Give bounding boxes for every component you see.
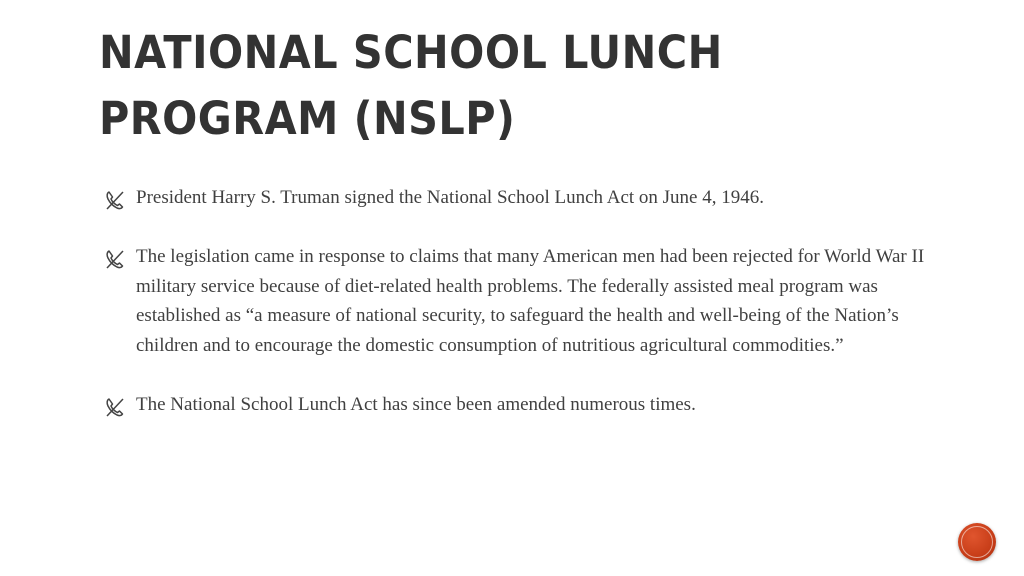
bullet-list (104, 183, 934, 419)
nav-button-ring (961, 526, 993, 558)
bullet-item (104, 183, 934, 213)
next-slide-button[interactable] (958, 523, 996, 561)
no-phone-icon (104, 189, 126, 211)
slide-title: NATIONAL SCHOOL LUNCH PROGRAM (NSLP) (99, 26, 723, 145)
bullet-item (104, 242, 934, 360)
no-phone-icon (104, 248, 126, 270)
bullet-text: The National School Lunch Act has since been amended numerous times. (136, 393, 696, 415)
bullet-text: President Harry S. Truman signed the National School Lunch Act on June 4, 1946. (136, 187, 764, 208)
no-phone-icon (104, 396, 126, 418)
bullet-text: The legislation came in response to claims that many American men had been rejected for World War II military service because of diet-related health problems. The federally assisted meal program was established as “a measure of national security, to safeguard the health and well-being of the Nation’s children and to encourage the domestic consumption of nutritious agricultural commodities.” (136, 246, 925, 356)
bullet-item (104, 390, 934, 420)
